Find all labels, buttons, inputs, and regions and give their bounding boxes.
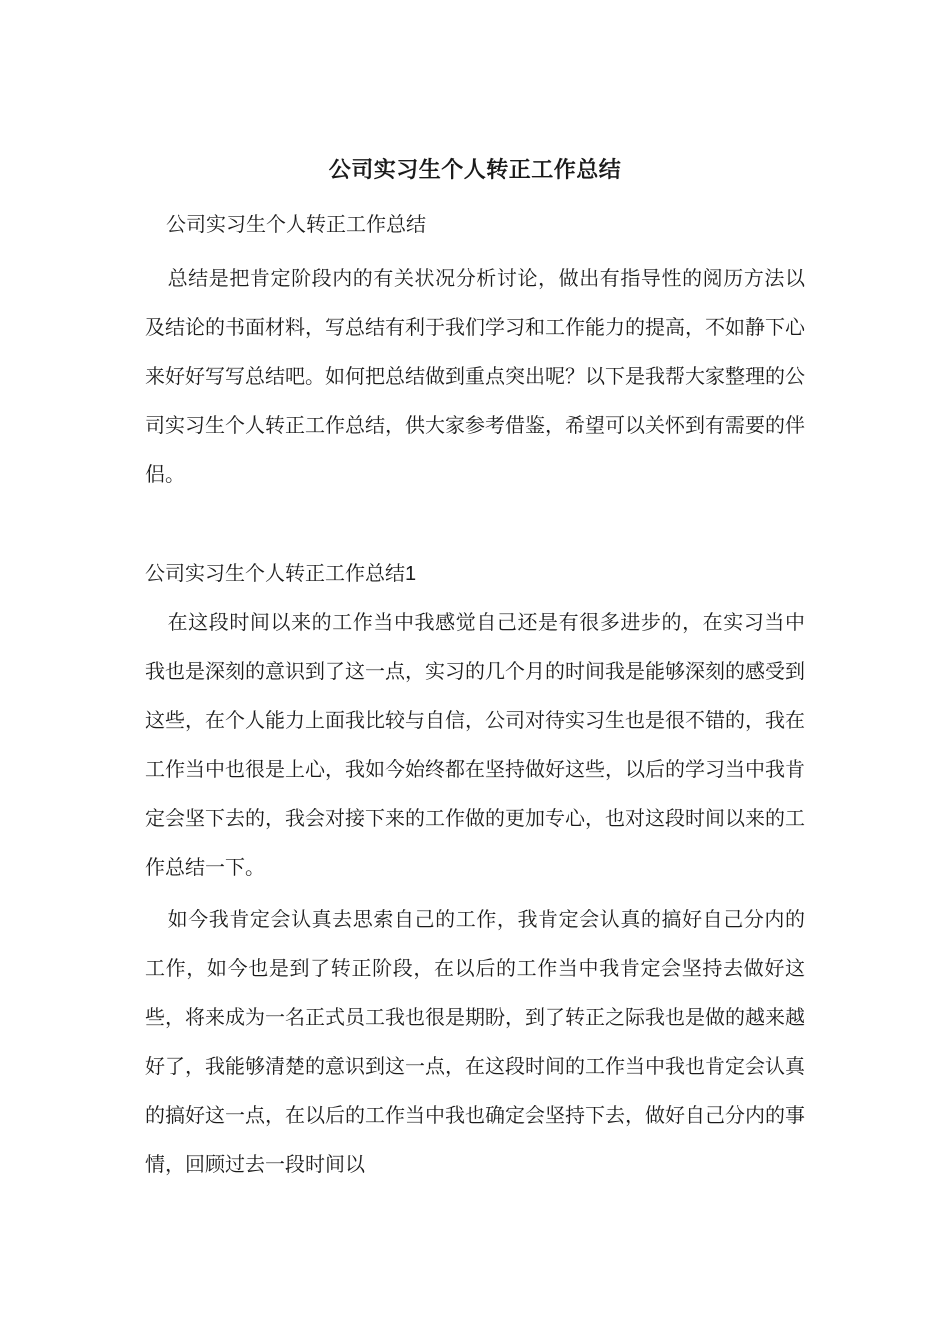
intro-paragraph bbox=[145, 254, 805, 499]
intro-text: 总结是把肯定阶段内的有关状况分析讨论，做出有指导性的阅历方法以及结论的书面材料，写总结有利于我们学习和工作能力的提高，不如静下心来好好写写总结吧。如何把总结做到重点突出呢？以下是我帮大家整理的公司实习生个人转正工作总结，供大家参考借鉴，希望可以关怀到有需要的伴侣。 bbox=[145, 266, 805, 486]
section-heading bbox=[145, 556, 416, 591]
body-paragraph-text: 在这段时间以来的工作当中我感觉自己还是有很多进步的，在实习当中我也是深刻的意识到了这一点，实习的几个月的时间我是能够深刻的感受到这些，在个人能力上面我比较与自信，公司对待实习生也是很不错的，我在工作当中也很是上心，我如今始终都在坚持做好这些，以后的学习当中我肯定会坚下去的，我会对接下来的工作做的更加专心，也对这段时间以来的工作总结一下。 bbox=[145, 610, 805, 879]
body-paragraph bbox=[145, 895, 805, 1189]
document-title: 公司实习生个人转正工作总结 bbox=[328, 157, 622, 183]
document-subtitle: 公司实习生个人转正工作总结 bbox=[166, 212, 426, 236]
section-heading-text: 公司实习生个人转正工作总结 bbox=[145, 561, 405, 585]
section-heading-number: 1 bbox=[405, 563, 417, 585]
body-paragraph bbox=[145, 598, 805, 892]
body-paragraph-text: 如今我肯定会认真去思索自己的工作，我肯定会认真的搞好自己分内的工作，如今也是到了转正阶段，在以后的工作当中我肯定会坚持去做好这些，将来成为一名正式员工我也很是期盼，到了转正之际我也是做的越来越好了，我能够清楚的意识到这一点，在这段时间的工作当中我也肯定会认真的搞好这一点，在以后的工作当中我也确定会坚持下去，做好自己分内的事情，回顾过去一段时间以 bbox=[145, 907, 805, 1176]
